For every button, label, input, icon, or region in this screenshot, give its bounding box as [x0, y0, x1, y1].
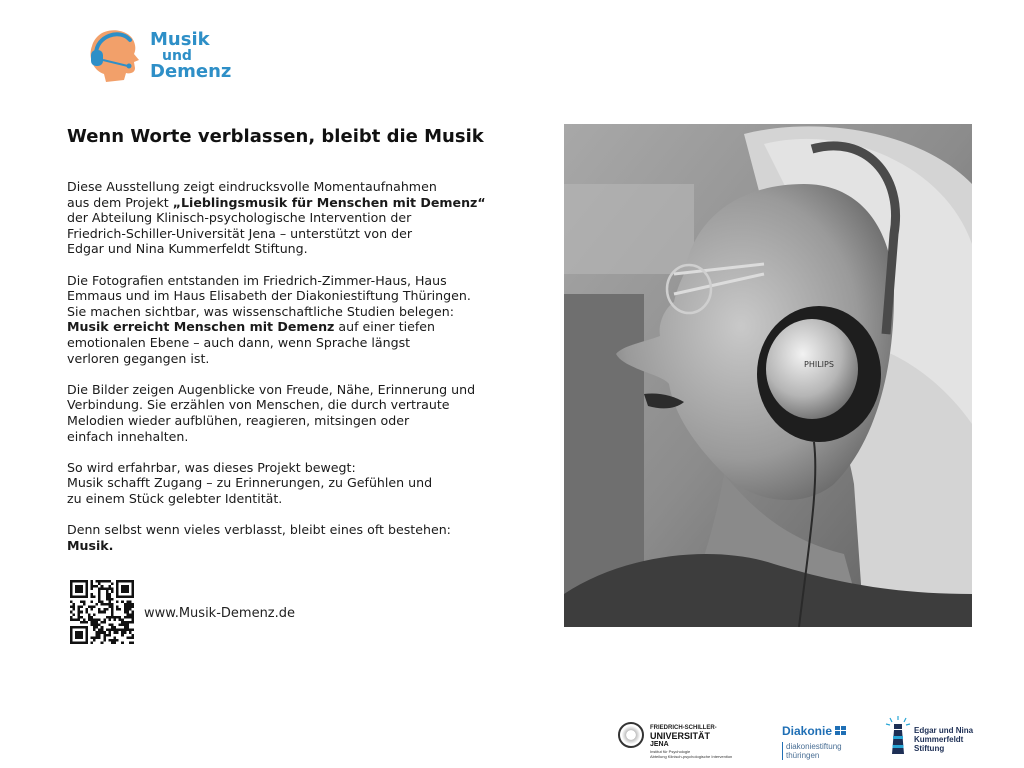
text-line [67, 319, 497, 335]
text-line: Melodien wieder aufblühen, reagieren, mitsingen oder [67, 412, 410, 428]
exhibition-text [67, 179, 497, 569]
logo-word-musik: Musik [150, 29, 210, 50]
fsu-name-line: UNIVERSITÄT [650, 731, 711, 741]
qr-code-icon[interactable] [70, 580, 134, 644]
paragraph-closing [67, 522, 497, 553]
fsu-department-line: Abteilung Klinisch-psychologische Intervention [650, 754, 733, 759]
text-line: zu einem Stück gelebter Identität. [67, 490, 283, 506]
fsu-name-line: FRIEDRICH-SCHILLER- [650, 725, 717, 731]
diakonie-subtitle [782, 742, 862, 760]
logo-word-demenz: Demenz [150, 61, 232, 82]
text-line: Die Fotografien entstanden im Friedrich-Zimmer-Haus, Haus [67, 272, 447, 288]
diakonie-name: Diakonie [782, 724, 833, 738]
text-line: So wird erfahrbar, was dieses Projekt bewegt: [67, 459, 356, 475]
paragraph-images [67, 382, 497, 444]
diakonie-cross-icon [835, 726, 846, 736]
headphone-brand-label: PHILIPS [804, 360, 834, 369]
text-line: Diese Ausstellung zeigt eindrucksvolle Momentaufnahmen [67, 179, 437, 194]
lighthouse-icon [884, 714, 912, 758]
text-line: der Abteilung Klinisch-psychologische Intervention der [67, 210, 412, 226]
fsu-name-line: JENA [650, 741, 669, 748]
paragraph-photos [67, 273, 497, 367]
portrait-photo [564, 124, 972, 627]
emphasis-text: Musik erreicht Menschen mit Demenz [67, 319, 335, 335]
logo-word-und: und [162, 48, 192, 64]
stiftung-name-line: Stiftung [914, 744, 945, 753]
text-line: Sie machen sichtbar, was wissenschaftliche Studien belegen: [67, 303, 454, 319]
head-with-headphones-icon [84, 26, 144, 88]
diakonie-sub-line: thüringen [786, 751, 820, 760]
text-line: Verbindung. Sie erzählen von Menschen, die durch vertraute [67, 397, 450, 413]
paragraph-intro [67, 179, 497, 257]
sponsor-logos [612, 710, 992, 760]
stiftung-name-line: Edgar und Nina [914, 726, 974, 735]
university-seal-icon [618, 722, 644, 748]
website-link[interactable]: www.Musik-Demenz.de [144, 606, 296, 621]
text-line [67, 195, 497, 211]
diakonie-sub-line: diakoniestiftung [786, 742, 842, 751]
text-line: Edgar und Nina Kummerfeldt Stiftung. [67, 241, 308, 257]
text-line: Musik schafft Zugang – zu Erinnerungen, zu Gefühlen und [67, 475, 433, 491]
text-fragment: aus dem Projekt [67, 194, 173, 210]
paragraph-project [67, 460, 497, 507]
text-line: verloren gegangen ist. [67, 350, 210, 366]
fsu-institute-line: Institut für Psychologie [650, 749, 691, 754]
text-line: einfach innehalten. [67, 428, 189, 444]
text-line: Emmaus und im Haus Elisabeth der Diakoniestiftung Thüringen. [67, 288, 471, 304]
stiftung-name-line: Kummerfeldt [914, 735, 964, 744]
text-line: Denn selbst wenn vieles verblasst, bleibt eines oft bestehen: [67, 522, 451, 538]
project-title: „Lieblingsmusik für Menschen mit Demenz“ [172, 194, 486, 210]
text-line: emotionalen Ebene – auch dann, wenn Sprache längst [67, 334, 411, 350]
text-fragment: auf einer tiefen [334, 319, 436, 335]
text-line: Die Bilder zeigen Augenblicke von Freude, Nähe, Erinnerung und [67, 381, 476, 397]
diakonie-logo [782, 722, 862, 760]
closing-emphasis: Musik. [67, 537, 114, 553]
musik-und-demenz-logo [84, 26, 244, 88]
page-headline: Wenn Worte verblassen, bleibt die Musik [67, 126, 484, 147]
text-line: Friedrich-Schiller-Universität Jena – unterstützt von der [67, 225, 412, 241]
